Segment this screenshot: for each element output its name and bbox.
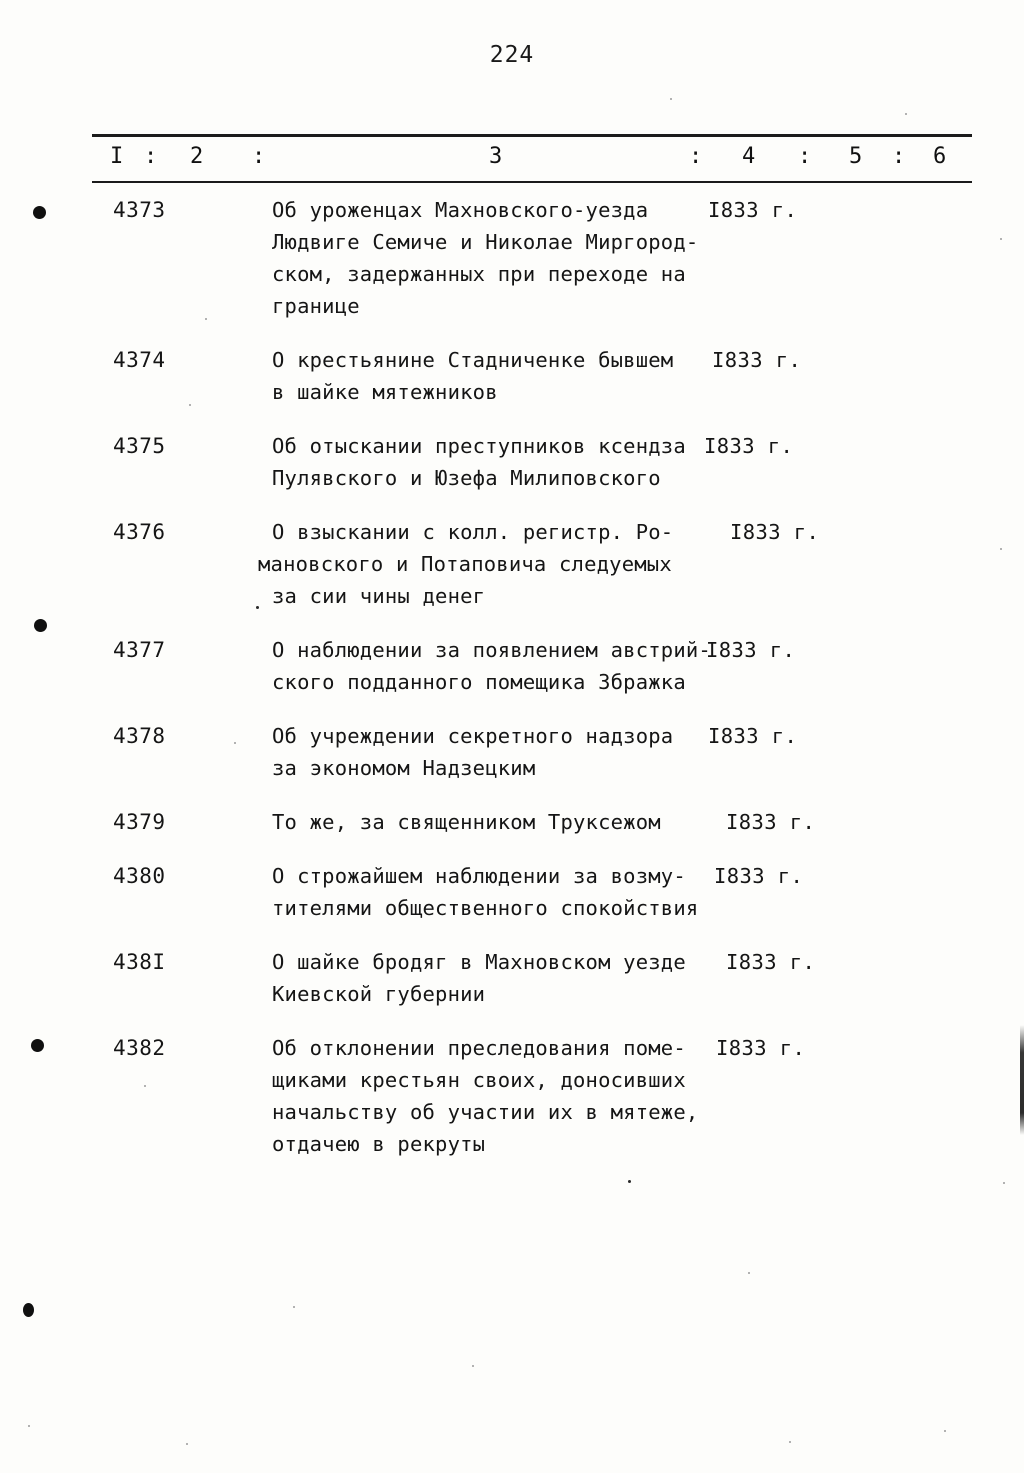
entry-date: I833 г. (708, 198, 798, 222)
scan-speck (1000, 238, 1002, 240)
entry-description-line: за экономом Надзецким (272, 756, 536, 780)
column-number-6: 6 (933, 144, 948, 169)
entry-number: 438I (113, 950, 166, 974)
page-number: 224 (489, 42, 535, 68)
entry-date: I833 г. (708, 724, 798, 748)
column-number-1: I (110, 144, 125, 169)
scan-speck (748, 1272, 750, 1274)
scan-speck (1000, 548, 1002, 550)
scan-speck (905, 113, 907, 115)
stray-ink-mark (256, 606, 259, 609)
column-separator-3: : (689, 144, 704, 169)
entry-description-line: О крестьянине Стадниченке бывшем (272, 348, 674, 372)
entry-date: I833 г. (726, 810, 816, 834)
entry-description-line: щиками крестьян своих, доносивших (272, 1068, 686, 1092)
column-separator-2: : (252, 144, 267, 169)
catalog-entry (0, 948, 1024, 1012)
catalog-entry (0, 808, 1024, 840)
column-separator-4: : (798, 144, 813, 169)
entry-date: I833 г. (704, 434, 794, 458)
entry-description-line: отдачею в рекруты (272, 1132, 486, 1156)
entry-description-line: в шайке мятежников (272, 380, 498, 404)
entry-description-line: Об уроженцах Махновского-уезда (272, 198, 649, 222)
column-number-5: 5 (849, 144, 864, 169)
entry-number: 4374 (113, 348, 166, 372)
entry-description-line: Об учреждении секретного надзора (272, 724, 674, 748)
entry-description-line: за сии чины денег (272, 584, 486, 608)
scan-speck (670, 98, 672, 100)
scan-speck (293, 1306, 295, 1308)
entry-number: 4376 (113, 520, 166, 544)
entry-description-line: ского подданного помещика Збражка (272, 670, 686, 694)
entry-description-line: мановского и Потаповича следуемых (258, 552, 672, 576)
entry-description-line: ском, задержанных при переходе на (272, 262, 686, 286)
catalog-entry (0, 196, 1024, 324)
entry-description-line: Пулявского и Юзефа Милиповского (272, 466, 661, 490)
entry-description-line: То же, за священником Труксежом (272, 810, 661, 834)
scan-speck (144, 1085, 146, 1087)
scan-speck (234, 742, 236, 744)
entry-date: I833 г. (726, 950, 816, 974)
catalog-entry (0, 1034, 1024, 1162)
entry-description-line: границе (272, 294, 360, 318)
entry-description-line: О наблюдении за появлением австрий- (272, 638, 711, 662)
catalog-entry (0, 346, 1024, 410)
scan-speck (472, 1365, 474, 1367)
entry-list (0, 196, 1024, 1184)
entry-number: 4380 (113, 864, 166, 888)
column-number-3: 3 (489, 144, 504, 169)
scan-speck (186, 1443, 188, 1445)
entry-number: 4373 (113, 198, 166, 222)
entry-description-line: начальству об участии их в мятеже, (272, 1100, 699, 1124)
page-edge-artifact (1020, 1025, 1024, 1135)
entry-description-line: О строжайшем наблюдении за возму- (272, 864, 686, 888)
catalog-entry (0, 636, 1024, 700)
column-number-row (92, 137, 972, 181)
entry-date: I833 г. (716, 1036, 806, 1060)
entry-description-line: Об отклонении преследования поме- (272, 1036, 686, 1060)
catalog-entry (0, 862, 1024, 926)
scan-speck (189, 404, 191, 406)
entry-number: 4379 (113, 810, 166, 834)
stray-ink-mark (628, 1180, 631, 1183)
margin-ink-dot (23, 1303, 34, 1317)
entry-description-line: Киевской губернии (272, 982, 486, 1006)
margin-ink-dot (34, 619, 47, 632)
margin-ink-dot (33, 206, 46, 219)
entry-description-line: Людвиге Семиче и Николае Миргород- (272, 230, 699, 254)
entry-number: 4377 (113, 638, 166, 662)
entry-date: I833 г. (730, 520, 820, 544)
column-number-4: 4 (742, 144, 757, 169)
column-separator-1: : (144, 144, 159, 169)
entry-description-line: О взыскании с колл. регистр. Ро- (272, 520, 674, 544)
entry-description-line: тителями общественного спокойствия (272, 896, 699, 920)
entry-description-line: Об отыскании преступников ксендза (272, 434, 686, 458)
column-separator-5: : (892, 144, 907, 169)
catalog-entry (0, 432, 1024, 496)
entry-number: 4375 (113, 434, 166, 458)
catalog-entry (0, 722, 1024, 786)
scan-speck (205, 318, 207, 320)
catalog-entry (0, 518, 1024, 614)
entry-description-line: О шайке бродяг в Махновском уезде (272, 950, 686, 974)
entry-number: 4382 (113, 1036, 166, 1060)
entry-number: 4378 (113, 724, 166, 748)
scan-speck (944, 1430, 946, 1432)
column-number-2: 2 (190, 144, 205, 169)
scan-speck (789, 1441, 791, 1443)
table-header (92, 134, 972, 183)
header-rule-bottom (92, 181, 972, 183)
entry-date: I833 г. (714, 864, 804, 888)
scan-speck (28, 1425, 30, 1427)
entry-date: I833 г. (712, 348, 802, 372)
margin-ink-dot (31, 1039, 44, 1052)
entry-date: I833 г. (706, 638, 796, 662)
scan-speck (1003, 1182, 1005, 1184)
